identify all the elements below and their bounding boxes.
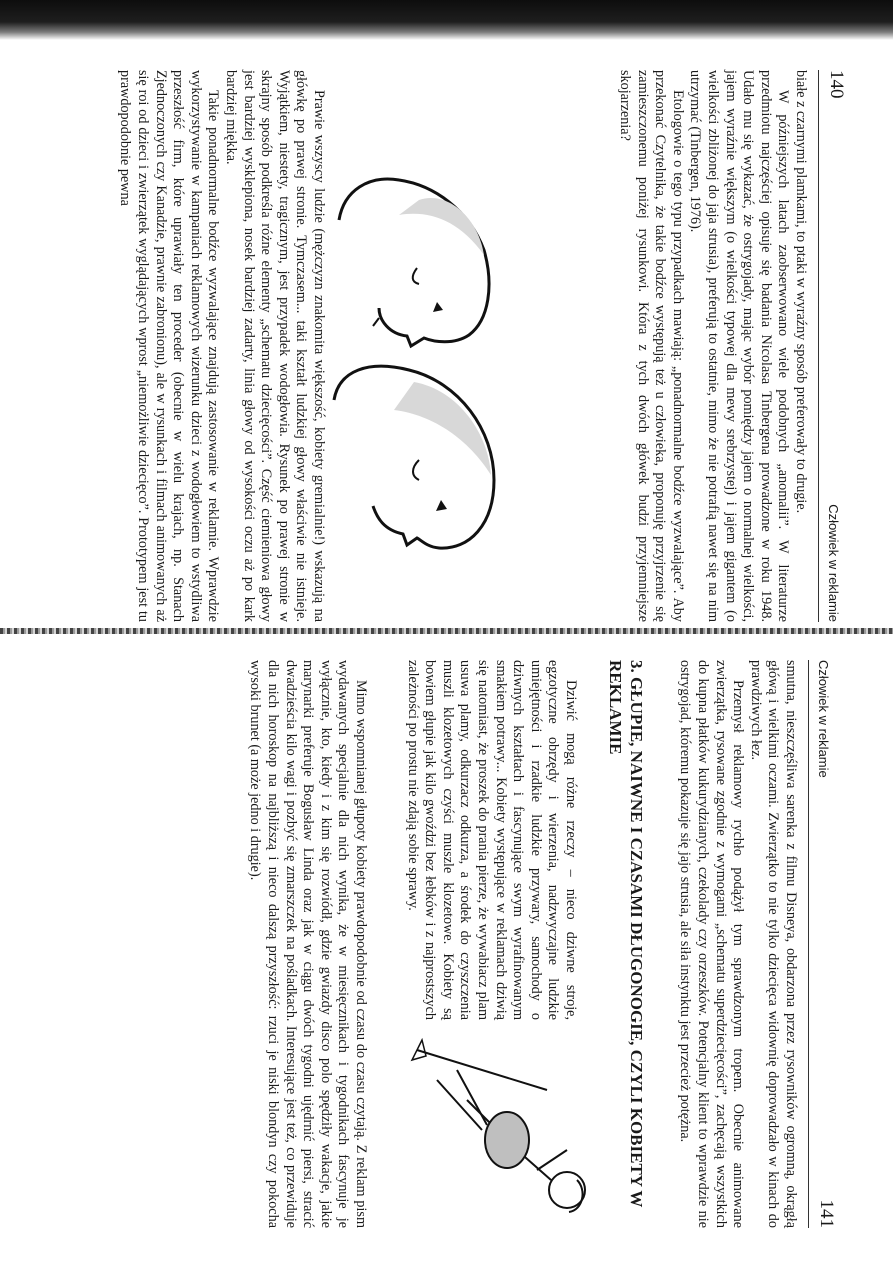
paragraph: Dziwić mogą różne rzeczy – nieco dziwne stroje, egzotyczne obrzędy i wierzenia, nadzwyczajne ludzkie umiejętności i rzadkie ludzkie przywary, samochody o dziwnych kształtach i fascynujące swym wyrafinowanym smakiem potrawy... Kobiety występujące w reklamach dziwią się natomiast, że proszek do prania pierze, że wywabiacz plam usuwa plamy, odkurzacz odkurza, a środek do czyszczenia muszli klozetowych czyści muszle klozetowe. Kobiety są bowiem głupie jak kilo gwoździ bez łebków i z najprostszych zależności po prostu nie zdają sobie sprawy. (404, 660, 579, 1020)
paragraph: Mimo wspomnianej głupoty kobiety prawdopodobnie od czasu do czasu czytają. Z reklam pism wydawanych specjalnie dla nich wynika, że w miesięcznikach i tygodnikach fascynuje je wyłącznie, kto, kiedy i z kim się rozwiódł, gdzie gwiazdy disco polo spędziły wakacje, jakie marynarki preferuje Bogusław Linda oraz jak w ciągu dwóch tygodni ujędrnić piersi, stracić dwadzieścia kilo wagi i pozbyć się zmarszczek na pośladkach. Interesujące jest też, co przewiduje dla nich horoskop na najbliższą i nieco dalszą przyszłość: rzuci je niski blondyn czy pokocha wysoki brunet (a może jedno i drugie). (247, 660, 369, 1228)
paragraph: Przemysł reklamowy rychło podążył tym sprawdzonym tropem. Obecnie animowane zwierzątka, rysowane zgodnie z wymogami „schematu superdziecięcości”, zachęcają wszystkich do kupna płatków kukurydzianych, czekolady czy orzeszków. Potencjalny klient to wprawdzie nie ostrygojad, któremu pokazuje się jajo strusia, ale siła instynktu jest przecież potężna. (677, 660, 747, 1228)
paragraph: smutna, nieszczęśliwa sarenka z filmu Disneya, obdarzona przez rysowników ogromną, okrągłą główą i wielkimi oczami. Zwierzątko to nie tylko dziecięca widownię doprowadzało w kinach do prawdziwych łez. (747, 660, 799, 1228)
paragraph: Prawie wszyscy ludzie (mężczyzn znakomita większość, kobiety gremialnie!) wskazują na główkę po prawej stronie. Tymczasem... taki kształt ludzkiej głowy właściwie nie istnieje. Wyjątkiem, niestety, tragicznym, jest przypadek wodogłowia. Rysunek po prawej stronie w skrajny sposób podkreśla różne elementy „schematu dziecięcości”. Część ciemieniowa głowy jest bardziej wysklepiona, nosek bardziej zadarty, linia głowy od wysokości oczu aż po kark bardziej miękka. (223, 70, 327, 622)
scan-top-edge (0, 0, 893, 40)
page-number: 141 (816, 1199, 837, 1228)
header-rule (818, 70, 819, 622)
text-block-top (676, 660, 799, 1228)
page-number: 140 (826, 70, 847, 99)
paragraph: W późniejszych latach zaobserwowano wiele podobnych „anomalii”. W literaturze przedmiotu najczęściej opisuje się badania Nicolasa Tinbergena prowadzone w roku 1948. Udało mu się wykazać, że ostrygojady, mając wybór pomiędzy jajem o normalnej wielkości, jajem wyraźnie większym (o wielkości typowej dla mewy srebrzystej) i jajem gigantem (o wielkości zbliżonej do jaja strusia), preferują to ostatnie, mimo że nie potrafią nawet się na nim utrzymać (Tinbergen, 1976). (687, 70, 792, 622)
paragraph: białe z czarnymi plamkami, to ptaki w wyraźny sposób preferowały to drugie. (793, 70, 809, 514)
paragraph: Takie ponadnormalne bodźce wyzwalające znajdują zastosowanie w reklamie. Wprawdzie wykorzystywanie w kampaniach reklamowych wizerunku dzieci z wodogłowiem to wstydliwa przeszłość firm, które uprawiały ten proceder (obecnie w wielu krajach, np. Stanach Zjednoczonych czy Kanadzie, prawnie zabronionu), ale w rysunkach i filmach animowanych aż się roi od dzieci i zwierzątek wyglądających wprost „niemożliwie dziecięco”. Prototypem jest tu prawdopodobnie pewna (117, 70, 222, 622)
text-block-wrap (403, 660, 579, 1020)
page-gutter (0, 628, 893, 634)
page-140 (27, 70, 847, 622)
heads-illustration (329, 70, 529, 622)
text-block-bottom (116, 70, 327, 622)
header-rule (808, 660, 809, 1228)
page-141 (19, 660, 837, 1228)
text-block-bottom (246, 660, 369, 1228)
section-heading: 3. GŁUPIE, NAIWNE I CZASAMI DŁUGONOGIE, CZYLI KOBIETY W REKLAMIE (606, 660, 646, 1208)
cartoon-woman-drawing (407, 1030, 607, 1228)
text-block-top (615, 70, 809, 622)
woman-illustration (407, 1030, 607, 1228)
left-head-figure (339, 179, 489, 346)
paragraph: Etologowie o tego typu przypadkach mawiają: „ponadnormalne bodźce wyzwalające”. Aby przekonać Czytelnika, że takie bodźce występują też u człowieka, proponuję przyjrzenie się zamieszczonemu poniżej rysunkowi. Która z tych dwóch główek budzi przyjemniejsze skojarzenia? (617, 70, 686, 622)
right-head-figure (334, 366, 494, 548)
running-head: Człowiek w reklamie (826, 504, 841, 622)
two-heads-drawing (329, 70, 529, 622)
running-head: Człowiek w reklamie (816, 660, 831, 778)
